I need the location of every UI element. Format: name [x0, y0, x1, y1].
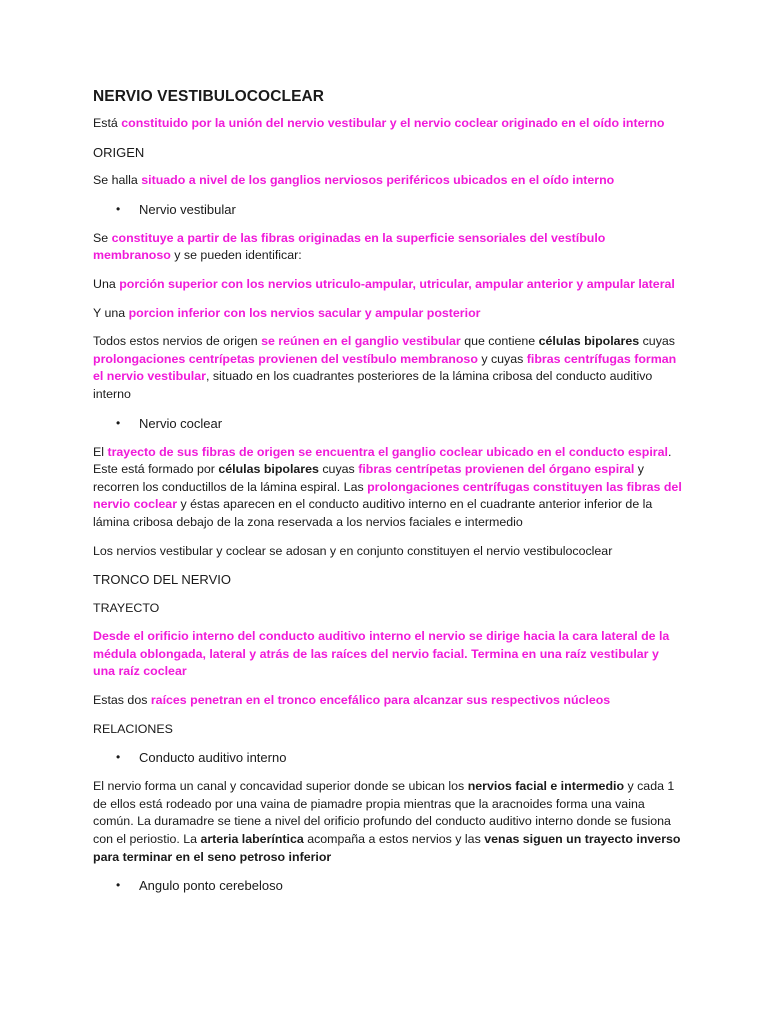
document-title: NERVIO VESTIBULOCOCLEAR [93, 88, 325, 105]
trayecto-paragraph: Desde el orificio interno del conducto auditivo interno el nervio se dirige hacia la cara lateral de la médula oblongada, lateral y atrás de las raíces del nervio facial. Termina en una raíz vestibular y una raíz coclear [93, 629, 670, 679]
bullet-list-coclear [93, 415, 683, 432]
vestibular-paragraph-2: Una porción superior con los nervios utriculo-ampular, utricular, ampular anterior y ampular lateral [93, 276, 675, 291]
tronco-heading: TRONCO DEL NERVIO [93, 572, 231, 588]
list-item-nervio-coclear: • Nervio coclear [116, 415, 223, 431]
origen-paragraph: Se halla situado a nivel de los ganglios nerviosos periféricos ubicados en el oído interno [93, 173, 615, 188]
vestibular-paragraph-1: Se constituye a partir de las fibras originadas en la superficie sensoriales del vestíbulo membranoso y se pueden identificar: [93, 230, 606, 263]
bullet-glyph: • [116, 750, 121, 765]
vestibular-paragraph-4: Todos estos nervios de origen se reúnen en el ganglio vestibular que contiene células bipolares cuyas prolongaciones centrípetas provienen del vestíbulo membranoso y cuyas fibras centrífugas forman el nervio vestibular, situado en los cuadrantes posteriores de la lámina cribosa del conducto auditivo interno [93, 334, 677, 401]
list-item-nervio-vestibular: • Nervio vestibular [116, 201, 236, 217]
raices-paragraph: Estas dos raíces penetran en el tronco encefálico para alcanzar sus respectivos núcleos [93, 693, 611, 708]
intro-paragraph: Está constituido por la unión del nervio vestibular y el nervio coclear originado en el oído interno [93, 116, 665, 130]
coclear-paragraph-2: Los nervios vestibular y coclear se adosan y en conjunto constituyen el nervio vestibulococlear [93, 543, 613, 558]
bullet-list-vestibular [93, 201, 683, 218]
list-item-conducto-auditivo: • Conducto auditivo interno [116, 750, 287, 766]
relaciones-paragraph: El nervio forma un canal y concavidad superior donde se ubican los nervios facial e intermedio y cada 1 de ellos está rodeado por una vaina de piamadre propia mientras que la aracnoides forma una vaina común. La duramadre se tiene a nivel del orificio profundo del conducto auditivo interno donde se fusiona con el periostio. La arteria laberíntica acompaña a estos nervios y las venas siguen un trayecto inverso para terminar en el seno petroso inferior [93, 779, 681, 864]
origen-heading: ORIGEN [93, 144, 145, 160]
bullet-list-angulo [93, 877, 683, 894]
coclear-paragraph-1: El trayecto de sus fibras de origen se encuentra el ganglio coclear ubicado en el conducto espiral. Este está formado por células bipolares cuyas fibras centrípetas provienen del órgano espiral y recorren los conductillos de la lámina espiral. Las prolongaciones centrífugas constituyen las fibras del nervio coclear y éstas aparecen en el conducto auditivo interno en el cuadrante anterior inferior de la lámina cribosa debajo de la zona reservada a los nervios faciales e intermedio [93, 444, 682, 529]
relaciones-heading: RELACIONES [93, 721, 173, 736]
list-item-angulo-ponto-cerebeloso: • Angulo ponto cerebeloso [116, 878, 283, 894]
document-body [93, 88, 683, 906]
trayecto-heading: TRAYECTO [93, 600, 160, 615]
bullet-glyph: • [116, 415, 121, 430]
vestibular-paragraph-3: Y una porcion inferior con los nervios sacular y ampular posterior [93, 305, 481, 320]
bullet-list-conducto [93, 749, 683, 766]
bullet-glyph: • [116, 201, 121, 216]
bullet-glyph: • [116, 878, 121, 893]
